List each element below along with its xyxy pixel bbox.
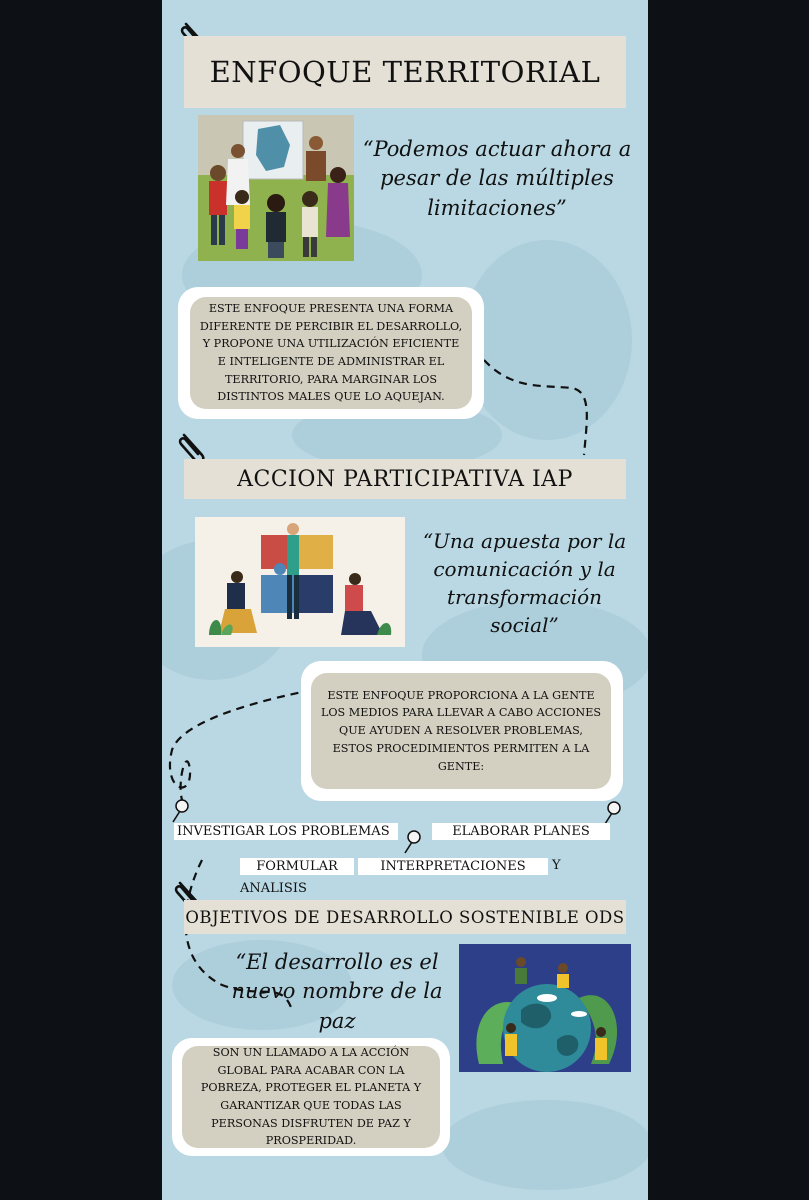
section-title-ods: OBJETIVOS DE DESARROLLO SOSTENIBLE ODS: [184, 900, 626, 934]
list-item-elaborar-planes: ELABORAR PLANES: [432, 823, 610, 840]
quote-ods: “El desarrollo es el nuevo nombre de la paz: [231, 950, 443, 1033]
section-title-accion-participativa: ACCION PARTICIPATIVA IAP: [184, 459, 626, 499]
body-text-ods: SON UN LLAMADO A LA ACCIÓN GLOBAL PARA ACABAR CON LA POBREZA, PROTEGER EL PLANETA Y GARANTIZAR QUE TODAS LAS PERSONAS DISFRUTEN DE PAZ Y PROSPERIDAD.: [182, 1046, 440, 1148]
body-text-accion-participativa: ESTE ENFOQUE PROPORCIONA A LA GENTE LOS MEDIOS PARA LLEVAR A CABO ACCIONES QUE AYUDEN A RESOLVER PROBLEMAS, ESTOS PROCEDIMIENTOS PERMITEN A LA GENTE:: [311, 673, 611, 789]
list-conjunction-y: Y: [552, 858, 561, 873]
pushpin-icon: [402, 829, 424, 855]
body-text-enfoque-territorial: ESTE ENFOQUE PRESENTA UNA FORMA DIFERENTE DE PERCIBIR EL DESARROLLO, Y PROPONE UNA UTILIZACIÓN EFICIENTE E INTELIGENTE DE ADMINISTRAR EL TERRITORIO, PARA MARGINAR LOS DISTINTOS MALES QUE LO AQUEJAN.: [190, 297, 472, 409]
quote-enfoque-territorial: “Podemos actuar ahora a pesar de las múltiples limitaciones”: [362, 137, 632, 220]
list-item-analisis: ANALISIS: [240, 881, 307, 896]
community-people-illustration: [198, 115, 354, 261]
globe-sustainability-illustration: [459, 944, 631, 1072]
list-item-interpretaciones: INTERPRETACIONES: [358, 858, 548, 875]
section-title-enfoque-territorial: ENFOQUE TERRITORIAL: [184, 36, 626, 108]
quote-accion-participativa: “Una apuesta por la comunicación y la transformación social”: [422, 529, 627, 637]
list-item-formular: FORMULAR: [240, 858, 354, 875]
infographic-poster: [162, 0, 648, 1200]
pushpin-icon: [170, 798, 192, 824]
puzzle-teamwork-illustration: [195, 517, 405, 647]
text-card-accion-participativa: [301, 661, 623, 801]
text-card-ods: [172, 1038, 450, 1156]
list-item-investigar: INVESTIGAR LOS PROBLEMAS: [174, 823, 398, 840]
text-card-enfoque-territorial: [178, 287, 484, 419]
